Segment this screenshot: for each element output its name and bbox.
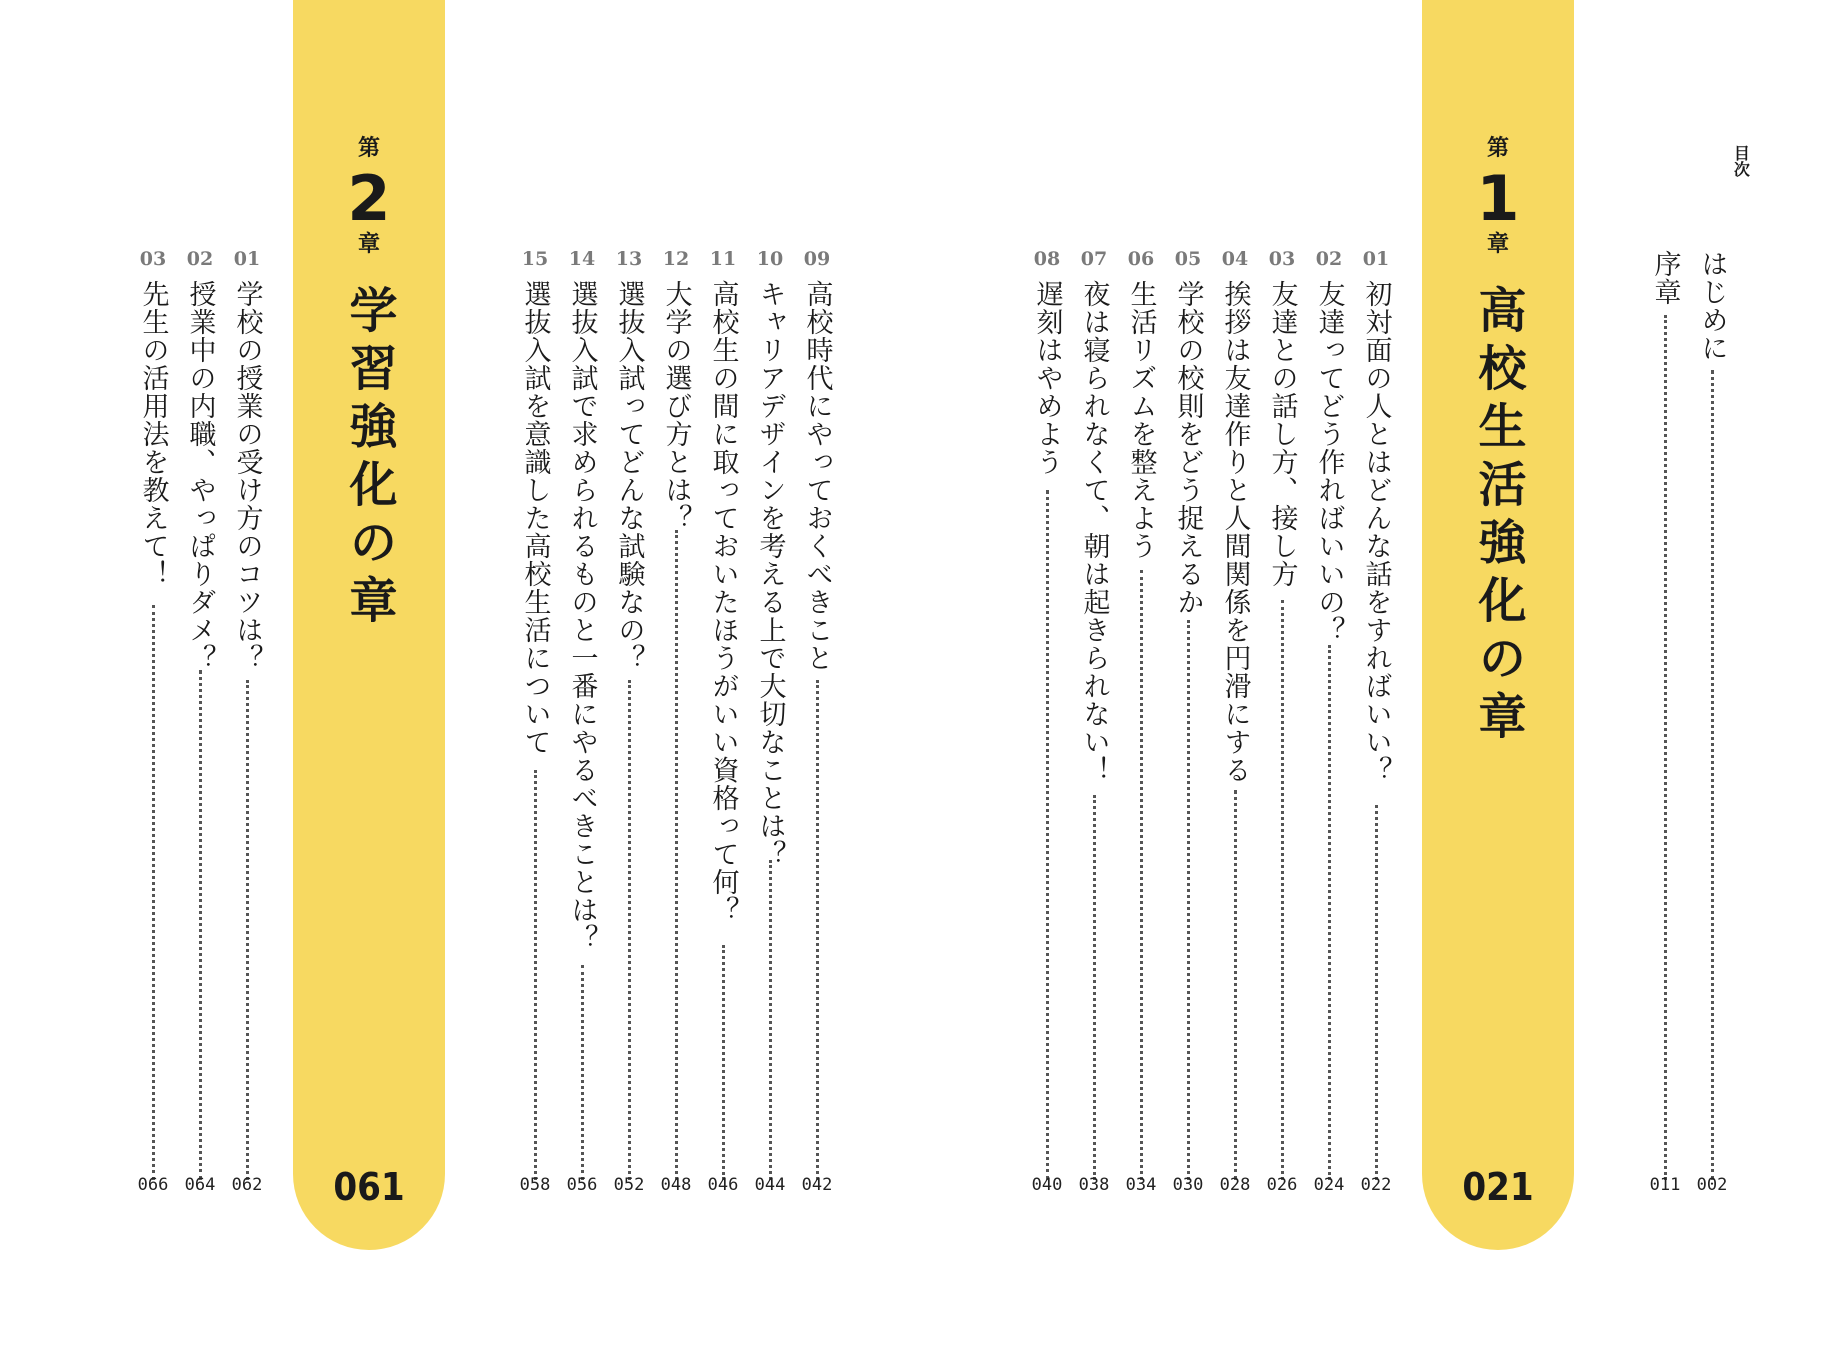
entry-title: 高校時代にやっておくべきこと — [801, 280, 833, 672]
toc-heading-text: 目次 — [1731, 145, 1751, 177]
entry-number: 06 — [1127, 248, 1155, 270]
entry-page: 030 — [1172, 1175, 1204, 1195]
toc-entry[interactable] — [1027, 248, 1067, 1195]
entry-title: 大学の選び方とは？ — [660, 280, 692, 532]
entry-number: 07 — [1080, 248, 1108, 270]
entry-page: 022 — [1360, 1175, 1392, 1195]
entry-page: 056 — [566, 1175, 598, 1195]
entry-page: 042 — [801, 1175, 833, 1195]
entry-title: はじめに — [1696, 250, 1728, 362]
entry-number: 11 — [709, 248, 737, 270]
entry-number: 08 — [1033, 248, 1061, 270]
entry-number: 05 — [1174, 248, 1202, 270]
entry-title: 学校の校則をどう捉えるか — [1172, 280, 1204, 616]
entry-title: キャリアデザインを考える上で大切なことは？ — [754, 280, 786, 868]
entry-title: 高校生の間に取っておいたほうがいい資格って何？ — [707, 280, 739, 924]
leader-dots — [769, 860, 772, 1180]
entry-number: 10 — [756, 248, 784, 270]
chapter2-dai: 第 — [357, 136, 380, 161]
entry-page: 034 — [1125, 1175, 1157, 1195]
leader-dots — [1281, 600, 1284, 1180]
entry-page: 052 — [613, 1175, 645, 1195]
entry-number: 03 — [1268, 248, 1296, 270]
toc-entry[interactable] — [180, 248, 220, 1195]
entry-number: 02 — [1315, 248, 1343, 270]
toc-entry[interactable] — [1215, 248, 1255, 1195]
entry-number: 02 — [186, 248, 214, 270]
toc-entry[interactable] — [1168, 248, 1208, 1195]
entry-page: 048 — [660, 1175, 692, 1195]
entry-title: 授業中の内職、やっぱりダメ？ — [184, 280, 216, 672]
toc-entry[interactable] — [750, 248, 790, 1195]
toc-entry[interactable] — [227, 248, 267, 1195]
entry-title: 挨拶は友達作りと人間関係を円滑にする — [1219, 280, 1251, 784]
toc-entry[interactable] — [609, 248, 649, 1195]
entry-title: 夜は寝られなくて、朝は起きられない！ — [1078, 280, 1110, 784]
toc-entry[interactable] — [1074, 248, 1114, 1195]
entry-page: 064 — [184, 1175, 216, 1195]
entry-number: 12 — [662, 248, 690, 270]
leader-dots — [1093, 795, 1096, 1180]
chapter1-dai: 第 — [1486, 136, 1509, 161]
toc-entry[interactable] — [1356, 248, 1396, 1195]
entry-page: 024 — [1313, 1175, 1345, 1195]
chapter2-title — [293, 285, 445, 633]
leader-dots — [816, 680, 819, 1180]
toc-entry[interactable] — [133, 248, 173, 1195]
entry-number: 03 — [139, 248, 167, 270]
entry-title: 遅刻はやめよう — [1031, 280, 1063, 476]
entry-title: 選抜入試を意識した高校生活について — [519, 280, 551, 756]
toc-entry[interactable] — [797, 248, 837, 1195]
chapter1-title — [1422, 285, 1574, 749]
entry-title: 学校の授業の受け方のコツは？ — [231, 280, 263, 672]
entry-title: 序章 — [1649, 250, 1681, 306]
leader-dots — [246, 680, 249, 1180]
leader-dots — [1234, 790, 1237, 1180]
chapter2-number: 2 — [347, 162, 391, 235]
chapter2-band — [293, 0, 445, 1250]
leader-dots — [1664, 315, 1667, 1180]
leader-dots — [152, 605, 155, 1180]
entry-page: 038 — [1078, 1175, 1110, 1195]
toc-entry[interactable] — [1121, 248, 1161, 1195]
chapter2-title-text: 学習強化の章 — [341, 285, 397, 633]
leader-dots — [1711, 370, 1714, 1180]
entry-number: 15 — [521, 248, 549, 270]
toc-entry-front[interactable] — [1645, 250, 1685, 1195]
chapter2-sho: 章 — [357, 232, 380, 257]
leader-dots — [199, 670, 202, 1180]
leader-dots — [1328, 645, 1331, 1180]
entry-number: 13 — [615, 248, 643, 270]
entry-number: 09 — [803, 248, 831, 270]
leader-dots — [1140, 570, 1143, 1180]
toc-entry[interactable] — [515, 248, 555, 1195]
entry-title: 選抜入試で求められるものと一番にやるべきことは？ — [566, 280, 598, 952]
entry-page: 062 — [231, 1175, 263, 1195]
entry-title: 生活リズムを整えよう — [1125, 280, 1157, 560]
entry-page: 026 — [1266, 1175, 1298, 1195]
entry-number: 01 — [233, 248, 261, 270]
toc-entry[interactable] — [1262, 248, 1302, 1195]
chapter1-band — [1422, 0, 1574, 1250]
entry-title: 先生の活用法を教えて！ — [137, 280, 169, 588]
chapter1-sho: 章 — [1486, 232, 1509, 257]
chapter1-start-page: 021 — [1462, 1165, 1534, 1209]
leader-dots — [675, 530, 678, 1180]
entry-page: 058 — [519, 1175, 551, 1195]
toc-entry[interactable] — [656, 248, 696, 1195]
chapter2-start-page: 061 — [333, 1165, 405, 1209]
entry-title: 友達との話し方、接し方 — [1266, 280, 1298, 588]
entry-title: 初対面の人とはどんな話をすればいい？ — [1360, 280, 1392, 784]
toc-entry[interactable] — [562, 248, 602, 1195]
chapter1-title-text: 高校生活強化の章 — [1470, 285, 1526, 749]
entry-page: 066 — [137, 1175, 169, 1195]
entry-page: 011 — [1649, 1175, 1681, 1195]
leader-dots — [722, 945, 725, 1180]
leader-dots — [1187, 620, 1190, 1180]
toc-heading — [1725, 145, 1755, 177]
entry-page: 028 — [1219, 1175, 1251, 1195]
toc-entry-front[interactable] — [1692, 250, 1732, 1195]
leader-dots — [628, 680, 631, 1180]
leader-dots — [1375, 805, 1378, 1180]
toc-entry[interactable] — [1309, 248, 1349, 1195]
entry-page: 046 — [707, 1175, 739, 1195]
entry-title: 選抜入試ってどんな試験なの？ — [613, 280, 645, 672]
toc-entry[interactable] — [703, 248, 743, 1195]
entry-page: 040 — [1031, 1175, 1063, 1195]
entry-number: 14 — [568, 248, 596, 270]
entry-page: 002 — [1696, 1175, 1728, 1195]
leader-dots — [534, 770, 537, 1180]
entry-number: 01 — [1362, 248, 1390, 270]
entry-number: 04 — [1221, 248, 1249, 270]
leader-dots — [1046, 490, 1049, 1180]
entry-page: 044 — [754, 1175, 786, 1195]
entry-title: 友達ってどう作ればいいの？ — [1313, 280, 1345, 644]
leader-dots — [581, 965, 584, 1180]
chapter1-number: 1 — [1476, 162, 1520, 235]
